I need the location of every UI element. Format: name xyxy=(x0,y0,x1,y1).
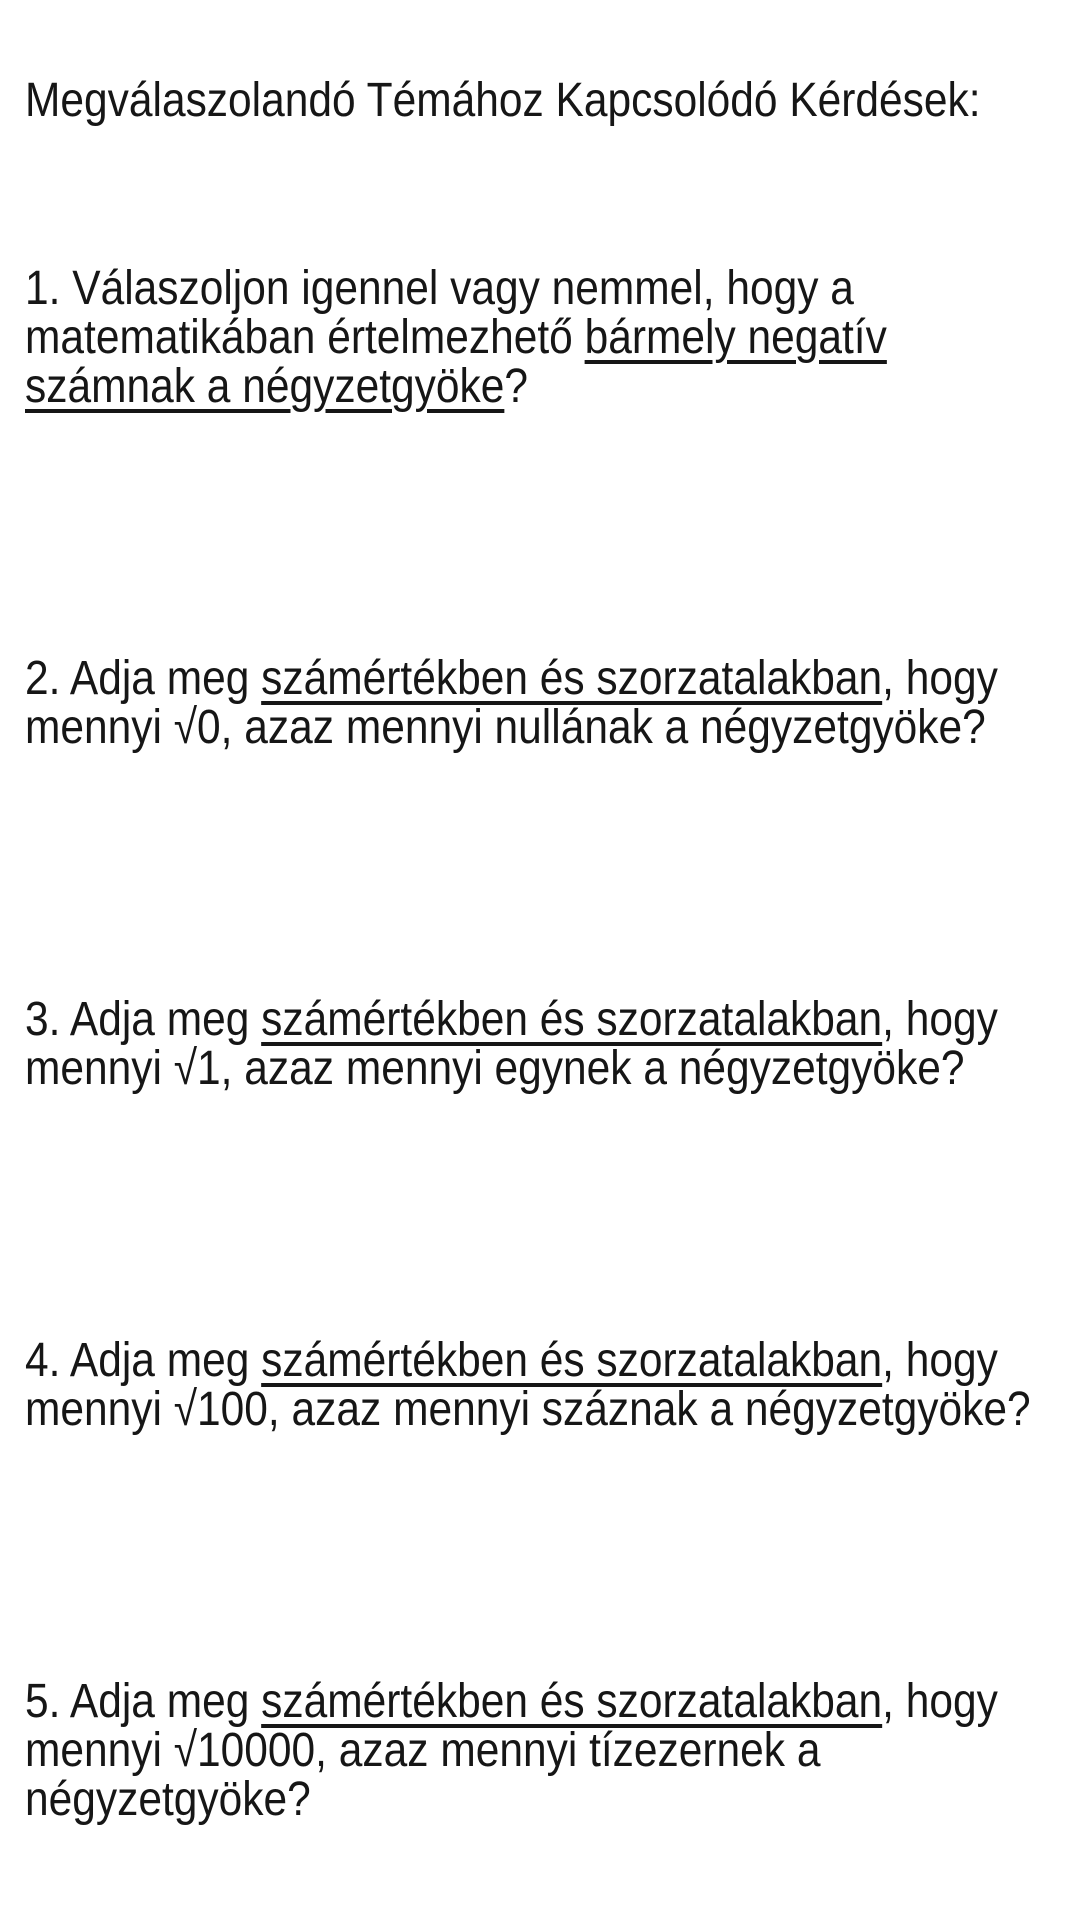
underlined-text: számértékben és szorzatalakban xyxy=(261,993,883,1046)
question-text: mennyi √1, azaz mennyi egynek a négyzetgyöke? xyxy=(25,1042,965,1095)
question-text: 2. Adja meg xyxy=(25,652,262,705)
question-text: , hogy xyxy=(882,1675,998,1728)
question-1 xyxy=(25,264,959,411)
question-3 xyxy=(25,993,998,1095)
question-text: négyzetgyöke? xyxy=(25,1773,311,1826)
question-text: ? xyxy=(504,360,528,413)
question-text: , hogy xyxy=(882,652,998,705)
question-text: 1. Válaszoljon igennel vagy nemmel, hogy a xyxy=(25,262,854,315)
question-text: 5. Adja meg xyxy=(25,1675,262,1728)
questions-list xyxy=(25,264,1080,1824)
underlined-text: számértékben és szorzatalakban xyxy=(261,1675,883,1728)
question-text: , hogy xyxy=(882,1334,998,1387)
underlined-text: számnak a négyzetgyöke xyxy=(25,360,505,413)
question-text: , hogy xyxy=(882,993,998,1046)
question-5 xyxy=(25,1675,998,1826)
question-text: matematikában értelmezhető xyxy=(25,311,585,364)
question-text: mennyi √10000, azaz mennyi tízezernek a xyxy=(25,1724,821,1777)
question-text: 4. Adja meg xyxy=(25,1334,262,1387)
underlined-text: bármely negatív xyxy=(584,311,887,364)
page-title: Megválaszolandó Témához Kapcsolódó Kérdések: xyxy=(25,74,981,127)
question-2 xyxy=(25,652,998,754)
question-text: mennyi √0, azaz mennyi nullának a négyzetgyöke? xyxy=(25,701,986,754)
question-text: 3. Adja meg xyxy=(25,993,262,1046)
underlined-text: számértékben és szorzatalakban xyxy=(261,1334,883,1387)
underlined-text: számértékben és szorzatalakban xyxy=(261,652,883,705)
question-text: mennyi √100, azaz mennyi száznak a négyzetgyöke? xyxy=(25,1383,1031,1436)
question-4 xyxy=(25,1334,1031,1436)
